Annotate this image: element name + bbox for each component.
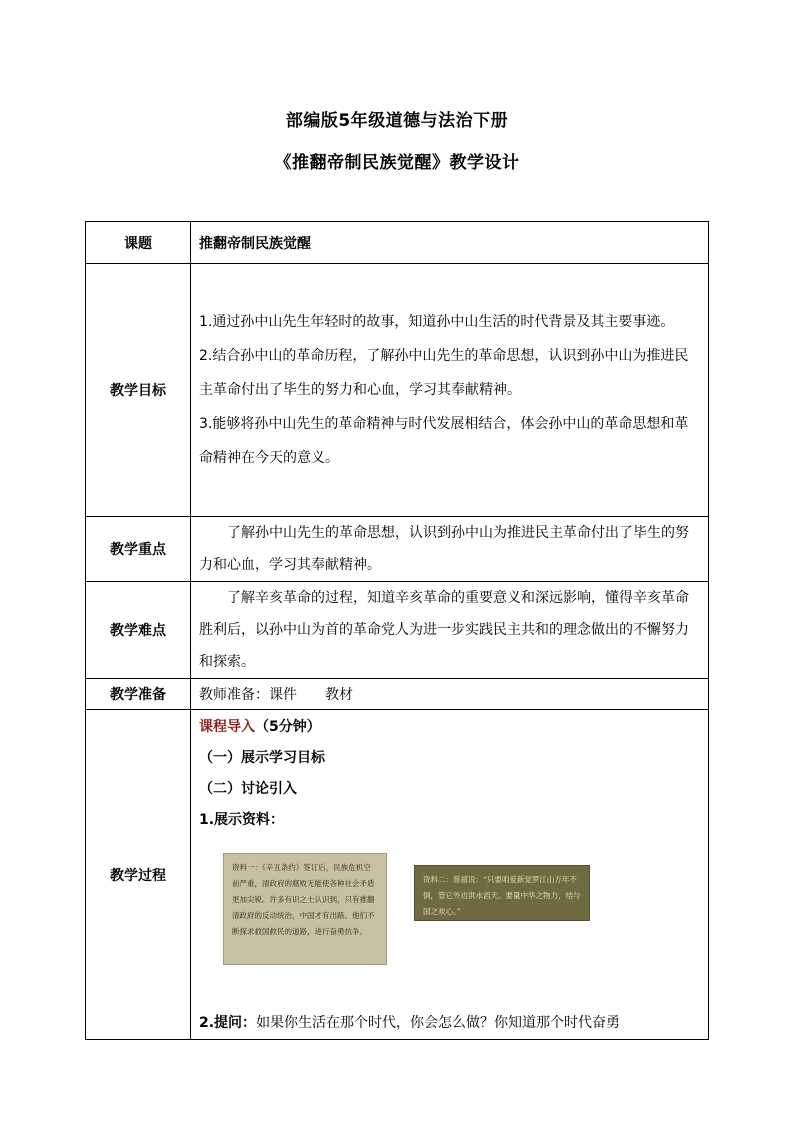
difficulties-label: 教学难点 (86, 582, 191, 679)
key-points-text: 了解孙中山先生的革命思想，认识到孙中山为推进民主革命付出了毕生的努力和心血，学习其奉献精神。 (199, 525, 689, 573)
step-discussion: （二）讨论引入 (199, 781, 297, 797)
difficulties-cell (191, 582, 709, 679)
document-title-line1: 部编版5年级道德与法治下册 (285, 111, 509, 131)
question-text: 如果你生活在那个时代，你会怎么做？你知道那个时代奋勇 (256, 1015, 621, 1031)
difficulties-text: 了解辛亥革命的过程，知道辛亥革命的重要意义和深远影响，懂得辛亥革命胜利后，以孙中山为首的革命党人为进一步实践民主共和的理念做出的不懈努力和探索。 (199, 590, 689, 670)
intro-heading: 课程导入 (199, 719, 255, 735)
question-heading: 2.提问： (199, 1015, 257, 1031)
document-title-line2: 《推翻帝制民族觉醒》教学设计 (274, 153, 520, 173)
goal-item-2: 2.结合孙中山的革命历程，了解孙中山先生的革命思想，认识到孙中山为推进民主革命付出了毕生的努力和心血，学习其奉献精神。 (199, 348, 689, 398)
goal-item-3: 3.能够将孙中山先生的革命精神与时代发展相结合，体会孙中山的革命思想和革命精神在今天的意义。 (199, 416, 689, 466)
topic-value: 推翻帝制民族觉醒 (191, 222, 709, 264)
material-image-1: 资料一：《辛丑条约》签订后，民族危机空前严重，清政府的腐败无能使各种社会矛盾更加尖锐。许多有识之士认识到，只有推翻清政府的反动统治，中国才有出路。他们不断探求救国救民的道路，进行奋勇抗争。 (223, 853, 387, 965)
goals-label: 教学目标 (86, 264, 191, 517)
intro-duration: （5分钟） (255, 719, 321, 735)
key-points-cell (191, 517, 709, 582)
item-show-materials: 1.展示资料： (199, 812, 285, 828)
process-label-text: 教学过程 (110, 867, 166, 884)
lesson-plan-table (85, 221, 709, 1040)
item-question (199, 1008, 700, 1039)
preparation-label: 教学准备 (86, 679, 191, 710)
intro-line (199, 712, 700, 743)
step-show-goals: （一）展示学习目标 (199, 750, 325, 766)
preparation-text: 教师准备：课件 教材 (191, 679, 709, 710)
goals-cell (191, 264, 709, 517)
process-label (86, 710, 191, 1040)
goal-item-1: 1.通过孙中山先生年轻时的故事，知道孙中山生活的时代背景及其主要事迹。 (199, 314, 675, 330)
key-points-label: 教学重点 (86, 517, 191, 582)
topic-label: 课题 (86, 222, 191, 264)
material-image-2: 资料二：慈禧说：“只要咱爱新觉罗江山万年不倒，管它外边洪水滔天。要量中华之物力，结与国之欢心。” (414, 865, 590, 921)
